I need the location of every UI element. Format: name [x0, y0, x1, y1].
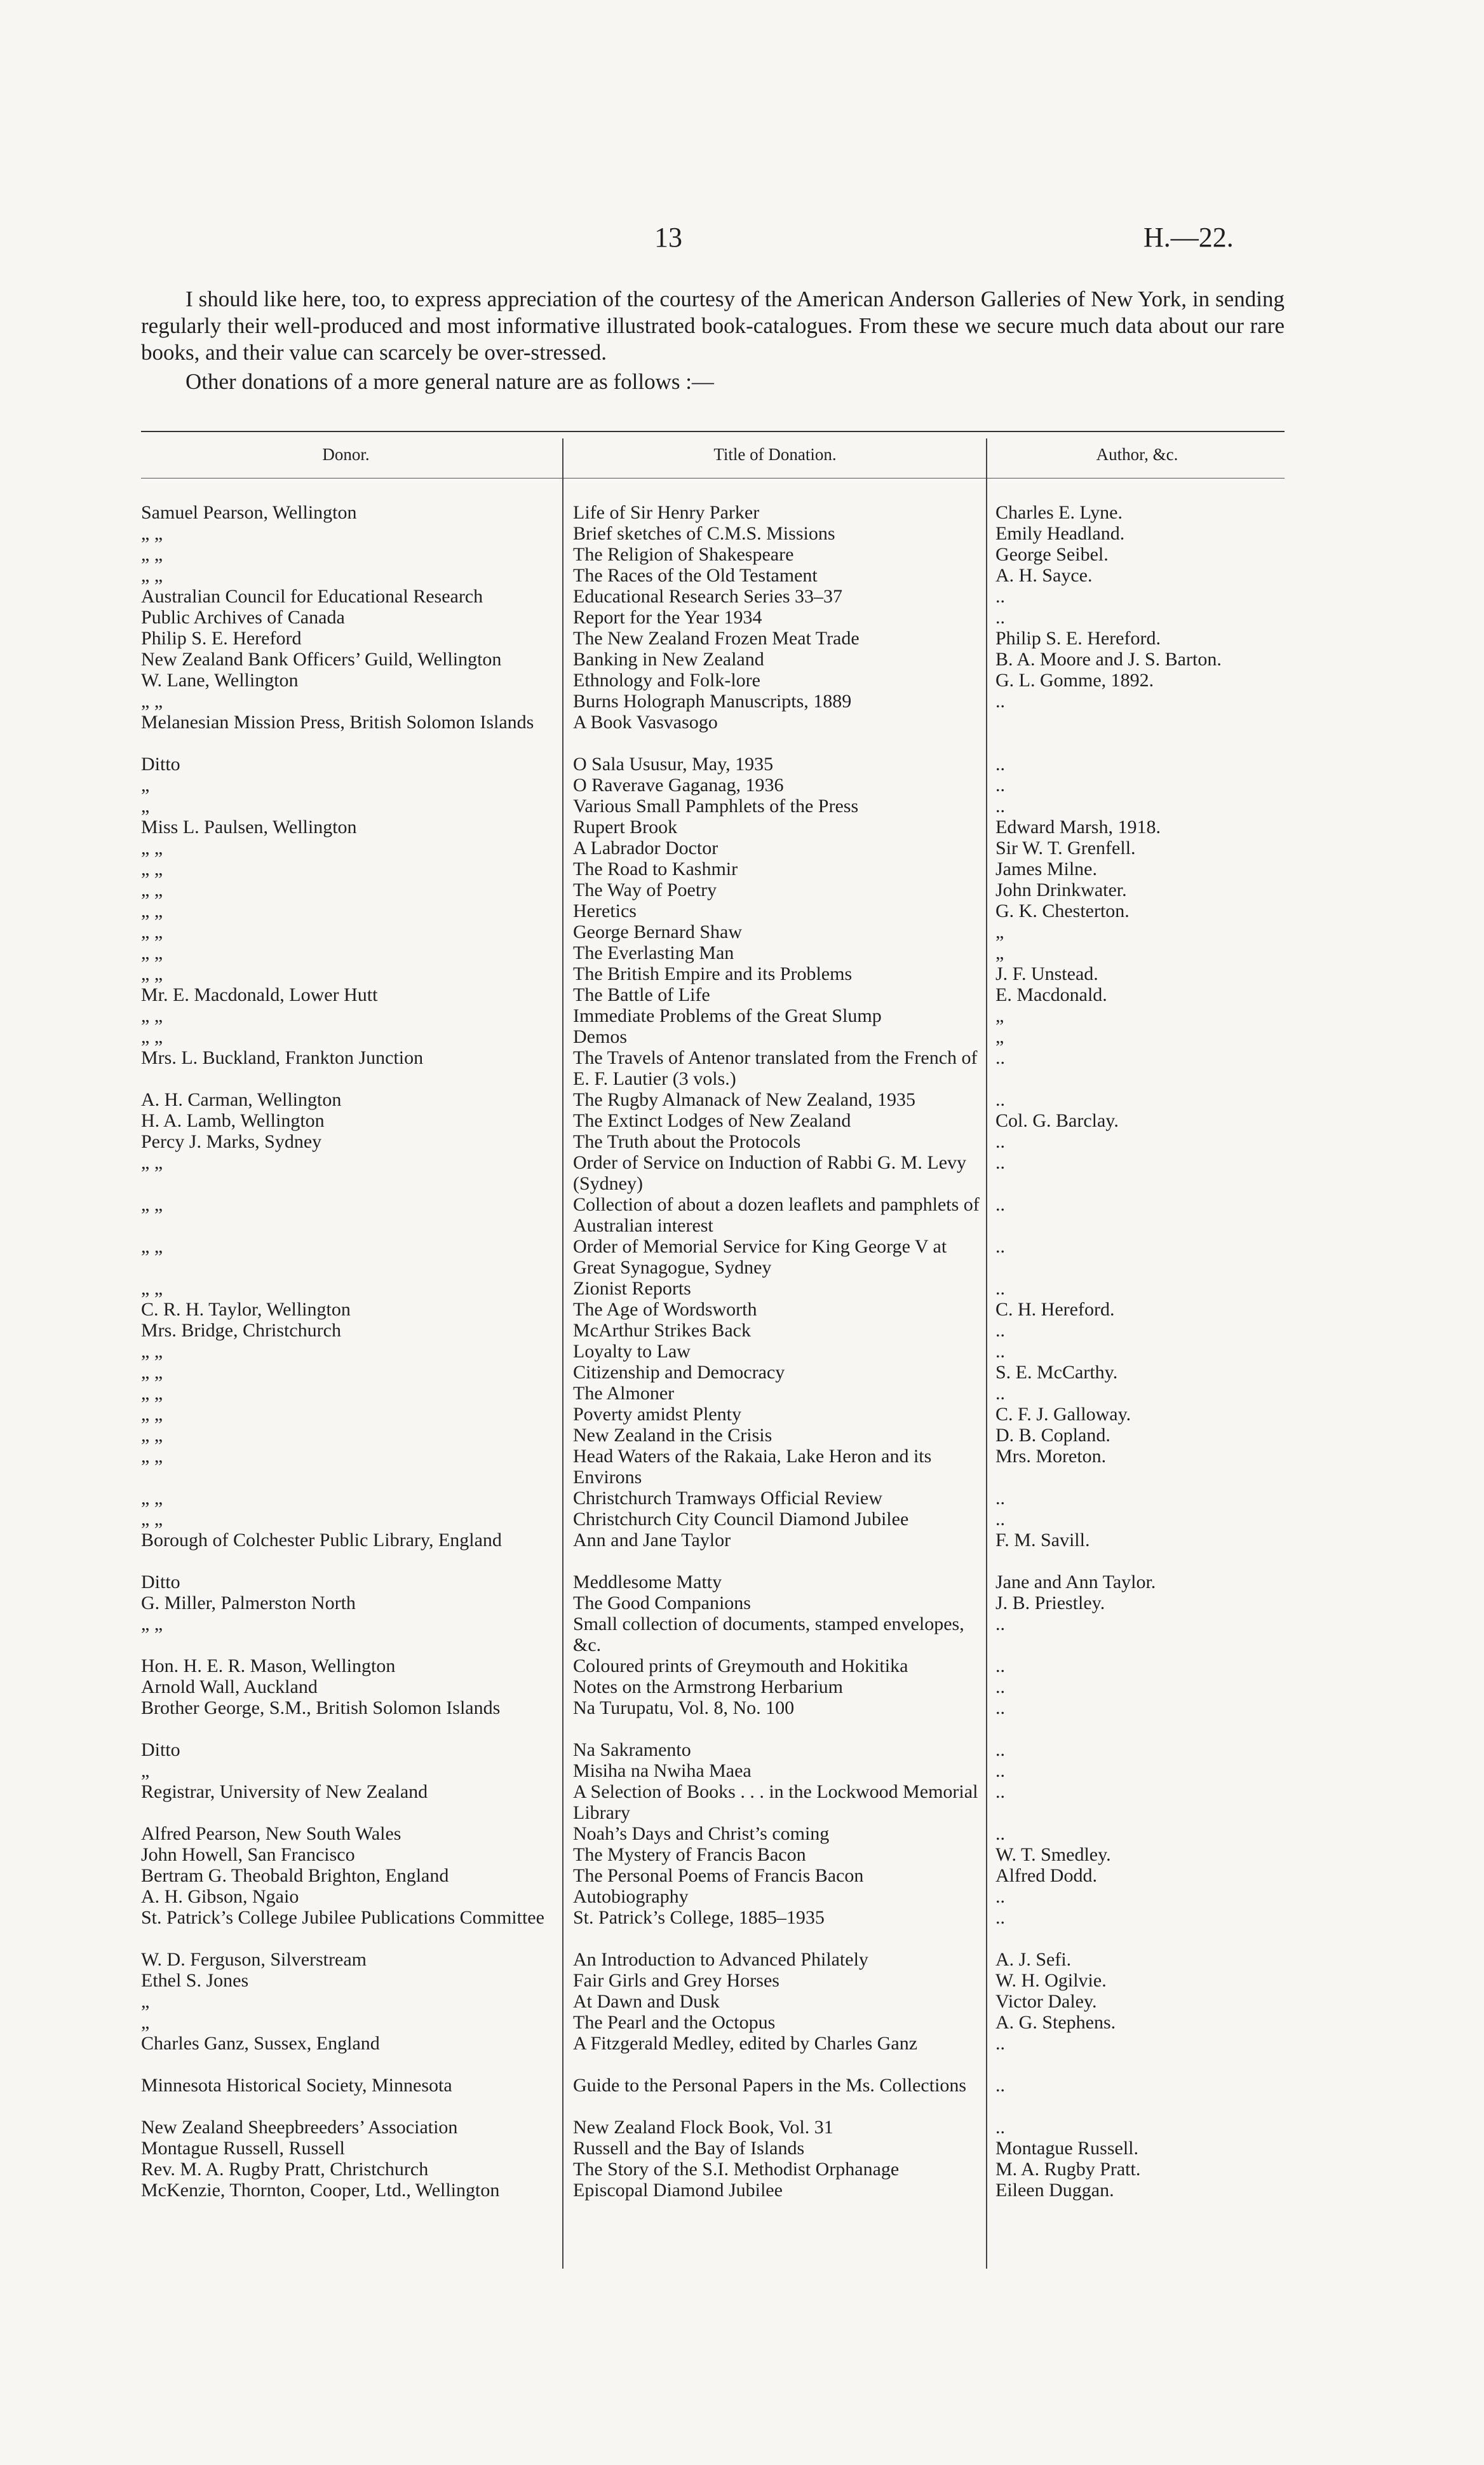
table-row: [141, 838, 1285, 859]
table-row: [141, 1886, 1285, 1907]
title-cell: Na Sakramento: [573, 1739, 691, 1760]
title-cell: The Truth about the Protocols: [573, 1131, 801, 1152]
donor-cell: Brother George, S.M., British Solomon Islands: [141, 1697, 501, 1718]
title-cell: A Fitzgerald Medley, edited by Charles Ganz: [573, 2033, 918, 2054]
author-cell: C. F. J. Galloway.: [995, 1404, 1131, 1425]
author-cell: W. T. Smedley.: [995, 1844, 1111, 1865]
table-row: [141, 1425, 1285, 1446]
author-cell: ..: [995, 775, 1005, 796]
author-cell: „: [995, 1026, 1004, 1047]
author-cell: G. K. Chesterton.: [995, 900, 1130, 921]
table-row: [141, 1152, 1285, 1194]
donor-cell: C. R. H. Taylor, Wellington: [141, 1299, 351, 1320]
table-row: [141, 1194, 1285, 1236]
author-cell: ..: [995, 1278, 1005, 1299]
author-cell: ..: [995, 1152, 1005, 1173]
donor-cell: Mrs. Bridge, Christchurch: [141, 1320, 341, 1341]
author-cell: ..: [995, 586, 1005, 607]
author-cell: „: [995, 1005, 1004, 1026]
intro-paragraph: Other donations of a more general nature are as follows :—: [186, 369, 714, 394]
table-row: [141, 921, 1285, 942]
title-cell: A Selection of Books . . . in the Lockwood Memorial Library: [573, 1781, 978, 1823]
author-cell: ..: [995, 691, 1005, 712]
donor-cell: W. D. Ferguson, Silverstream: [141, 1949, 367, 1970]
donor-cell: „ „: [141, 1613, 163, 1634]
donor-cell: „ „: [141, 1383, 163, 1404]
table-row: [141, 1697, 1285, 1739]
title-cell: Ann and Jane Taylor: [573, 1530, 731, 1551]
title-cell: St. Patrick’s College, 1885–1935: [573, 1907, 825, 1928]
table-row: [141, 817, 1285, 838]
table-row: [141, 1907, 1285, 1949]
title-cell: Christchurch Tramways Official Review: [573, 1488, 882, 1509]
column-header-donor: Donor.: [322, 445, 370, 464]
author-cell: Eileen Duggan.: [995, 2180, 1114, 2201]
title-cell: Episcopal Diamond Jubilee: [573, 2180, 783, 2201]
donor-cell: „ „: [141, 879, 163, 900]
table-row: [141, 1236, 1285, 1278]
title-cell: Banking in New Zealand: [573, 649, 764, 670]
title-cell: Misiha na Nwiha Maea: [573, 1760, 752, 1781]
title-cell: Order of Service on Induction of Rabbi G. M. Levy (Sydney): [573, 1152, 967, 1194]
table-row: [141, 2117, 1285, 2138]
donor-cell: „: [141, 796, 150, 817]
table-row: [141, 984, 1285, 1005]
author-cell: ..: [995, 754, 1005, 775]
author-cell: ..: [995, 2033, 1005, 2054]
table-row: [141, 900, 1285, 921]
table-row: [141, 1530, 1285, 1572]
author-cell: ..: [995, 1907, 1005, 1928]
table-row: [141, 565, 1285, 586]
author-cell: ..: [995, 1320, 1005, 1341]
title-cell: Small collection of documents, stamped envelopes, &c.: [573, 1613, 964, 1655]
table-row: [141, 2075, 1285, 2117]
title-cell: Order of Memorial Service for King George V at Great Synagogue, Sydney: [573, 1236, 947, 1278]
donor-cell: Montague Russell, Russell: [141, 2138, 345, 2159]
table-row: [141, 1278, 1285, 1299]
donor-cell: G. Miller, Palmerston North: [141, 1592, 356, 1613]
table-row: [141, 1739, 1285, 1760]
author-cell: Emily Headland.: [995, 523, 1125, 544]
title-cell: Collection of about a dozen leaflets and pamphlets of Australian interest: [573, 1194, 980, 1236]
table-row: [141, 2012, 1285, 2033]
author-cell: ..: [995, 1047, 1005, 1068]
table-row: [141, 1949, 1285, 1970]
author-cell: G. L. Gomme, 1892.: [995, 670, 1154, 691]
table-row: [141, 1362, 1285, 1383]
title-cell: At Dawn and Dusk: [573, 1991, 720, 2012]
table-row: [141, 1676, 1285, 1697]
table-row: [141, 879, 1285, 900]
title-cell: Meddlesome Matty: [573, 1572, 722, 1592]
donor-cell: „ „: [141, 859, 163, 879]
author-cell: ..: [995, 1676, 1005, 1697]
title-cell: An Introduction to Advanced Philately: [573, 1949, 868, 1970]
table-row: [141, 502, 1285, 523]
title-cell: The Road to Kashmir: [573, 859, 738, 879]
donor-cell: John Howell, San Francisco: [141, 1844, 355, 1865]
title-cell: The Way of Poetry: [573, 879, 717, 900]
title-cell: The Extinct Lodges of New Zealand: [573, 1110, 851, 1131]
donor-cell: „ „: [141, 942, 163, 963]
title-cell: Educational Research Series 33–37: [573, 586, 843, 607]
author-cell: Montague Russell.: [995, 2138, 1138, 2159]
donor-cell: „ „: [141, 523, 163, 544]
donor-cell: Alfred Pearson, New South Wales: [141, 1823, 401, 1844]
table-row: [141, 649, 1285, 670]
table-row: [141, 1089, 1285, 1110]
author-cell: ..: [995, 1131, 1005, 1152]
donor-cell: „ „: [141, 900, 163, 921]
column-header-title: Title of Donation.: [713, 445, 837, 464]
title-cell: McArthur Strikes Back: [573, 1320, 751, 1341]
table-row: [141, 1592, 1285, 1613]
title-cell: Fair Girls and Grey Horses: [573, 1970, 779, 1991]
donor-cell: Philip S. E. Hereford: [141, 628, 302, 649]
title-cell: O Sala Ususur, May, 1935: [573, 754, 774, 775]
table-row: [141, 1655, 1285, 1676]
title-cell: Various Small Pamphlets of the Press: [573, 796, 859, 817]
title-cell: Head Waters of the Rakaia, Lake Heron and its Environs: [573, 1446, 932, 1488]
title-cell: Heretics: [573, 900, 637, 921]
donor-cell: Ditto: [141, 754, 180, 775]
title-cell: George Bernard Shaw: [573, 921, 743, 942]
title-cell: Noah’s Days and Christ’s coming: [573, 1823, 830, 1844]
author-cell: ..: [995, 1488, 1005, 1509]
donor-cell: „ „: [141, 1005, 163, 1026]
table-row: [141, 1131, 1285, 1152]
author-cell: J. B. Priestley.: [995, 1592, 1105, 1613]
donor-cell: „ „: [141, 1152, 163, 1173]
table-row: [141, 670, 1285, 691]
title-cell: The Travels of Antenor translated from the French of E. F. Lautier (3 vols.): [573, 1047, 978, 1089]
title-cell: The Religion of Shakespeare: [573, 544, 794, 565]
table-row: [141, 628, 1285, 649]
author-cell: ..: [995, 1655, 1005, 1676]
title-cell: Christchurch City Council Diamond Jubilee: [573, 1509, 909, 1530]
donor-cell: Arnold Wall, Auckland: [141, 1676, 318, 1697]
title-cell: The British Empire and its Problems: [573, 963, 853, 984]
title-cell: Coloured prints of Greymouth and Hokitika: [573, 1655, 908, 1676]
donor-cell: „: [141, 1760, 150, 1781]
table-row: [141, 1844, 1285, 1865]
donor-cell: A. H. Gibson, Ngaio: [141, 1886, 299, 1907]
table-row: [141, 607, 1285, 628]
donor-cell: „: [141, 2012, 150, 2033]
title-cell: O Raverave Gaganag, 1936: [573, 775, 784, 796]
author-cell: E. Macdonald.: [995, 984, 1107, 1005]
donor-cell: „ „: [141, 1509, 163, 1530]
author-cell: ..: [995, 1383, 1005, 1404]
title-cell: The New Zealand Frozen Meat Trade: [573, 628, 860, 649]
donor-cell: Borough of Colchester Public Library, England: [141, 1530, 502, 1551]
donor-cell: Registrar, University of New Zealand: [141, 1781, 428, 1802]
donor-cell: Charles Ganz, Sussex, England: [141, 2033, 380, 2054]
donor-cell: Minnesota Historical Society, Minnesota: [141, 2075, 452, 2096]
donor-cell: Australian Council for Educational Research: [141, 586, 483, 607]
author-cell: Jane and Ann Taylor.: [995, 1572, 1156, 1592]
title-cell: New Zealand Flock Book, Vol. 31: [573, 2117, 833, 2138]
title-cell: Loyalty to Law: [573, 1341, 691, 1362]
author-cell: A. H. Sayce.: [995, 565, 1093, 586]
donor-cell: „ „: [141, 1362, 163, 1383]
title-cell: Brief sketches of C.M.S. Missions: [573, 523, 835, 544]
donor-cell: Ethel S. Jones: [141, 1970, 249, 1991]
author-cell: D. B. Copland.: [995, 1425, 1110, 1446]
table-row: [141, 1865, 1285, 1886]
donor-cell: „ „: [141, 838, 163, 859]
author-cell: ..: [995, 1509, 1005, 1530]
title-cell: Zionist Reports: [573, 1278, 691, 1299]
table-row: [141, 1760, 1285, 1781]
table-row: [141, 586, 1285, 607]
author-cell: Philip S. E. Hereford.: [995, 628, 1161, 649]
table-row: [141, 1341, 1285, 1362]
donor-cell: „ „: [141, 1026, 163, 1047]
table-row: [141, 544, 1285, 565]
title-cell: Immediate Problems of the Great Slump: [573, 1005, 882, 1026]
author-cell: ..: [995, 1823, 1005, 1844]
title-cell: The Mystery of Francis Bacon: [573, 1844, 806, 1865]
title-cell: The Rugby Almanack of New Zealand, 1935: [573, 1089, 916, 1110]
title-cell: The Personal Poems of Francis Bacon: [573, 1865, 864, 1886]
table-row: [141, 963, 1285, 984]
author-cell: ..: [995, 1613, 1005, 1634]
author-cell: George Seibel.: [995, 544, 1109, 565]
donor-cell: Ditto: [141, 1572, 180, 1592]
author-cell: M. A. Rugby Pratt.: [995, 2159, 1141, 2180]
table-row: [141, 796, 1285, 817]
author-cell: ..: [995, 1089, 1005, 1110]
author-cell: Mrs. Moreton.: [995, 1446, 1107, 1467]
table-row: [141, 1404, 1285, 1425]
title-cell: The Battle of Life: [573, 984, 710, 1005]
table-row: [141, 1047, 1285, 1089]
table-row: [141, 1026, 1285, 1047]
author-cell: W. H. Ogilvie.: [995, 1970, 1107, 1991]
author-cell: S. E. McCarthy.: [995, 1362, 1118, 1383]
author-cell: ..: [995, 2075, 1005, 2096]
table-row: [141, 2159, 1285, 2180]
donor-cell: „ „: [141, 1425, 163, 1446]
table-row: [141, 1572, 1285, 1592]
donor-cell: „ „: [141, 1194, 163, 1215]
title-cell: Report for the Year 1934: [573, 607, 762, 628]
author-cell: A. G. Stephens.: [995, 2012, 1116, 2033]
donor-cell: „ „: [141, 565, 163, 586]
author-cell: ..: [995, 607, 1005, 628]
donor-cell: New Zealand Bank Officers’ Guild, Wellington: [141, 649, 502, 670]
title-cell: Burns Holograph Manuscripts, 1889: [573, 691, 852, 712]
donor-cell: „ „: [141, 1488, 163, 1509]
table-top-rule: [141, 431, 1285, 432]
donor-cell: Ditto: [141, 1739, 180, 1760]
title-cell: New Zealand in the Crisis: [573, 1425, 772, 1446]
table-row: [141, 1613, 1285, 1655]
author-cell: ..: [995, 1341, 1005, 1362]
donor-cell: Mrs. L. Buckland, Frankton Junction: [141, 1047, 424, 1068]
table-row: [141, 942, 1285, 963]
author-cell: B. A. Moore and J. S. Barton.: [995, 649, 1222, 670]
donor-cell: „ „: [141, 1236, 163, 1257]
donor-cell: „: [141, 1991, 150, 2012]
donor-cell: „ „: [141, 1446, 163, 1467]
author-cell: ..: [995, 1739, 1005, 1760]
document-code: H.—22.: [1143, 222, 1234, 253]
author-cell: ..: [995, 796, 1005, 817]
author-cell: F. M. Savill.: [995, 1530, 1090, 1551]
table-row: [141, 1781, 1285, 1823]
table-row: [141, 1509, 1285, 1530]
table-row: [141, 1110, 1285, 1131]
table-row: [141, 1320, 1285, 1341]
author-cell: C. H. Hereford.: [995, 1299, 1115, 1320]
donor-cell: „: [141, 775, 150, 796]
table-row: [141, 1446, 1285, 1488]
intro-text: [141, 286, 1285, 395]
title-cell: Na Turupatu, Vol. 8, No. 100: [573, 1697, 795, 1718]
donor-cell: „ „: [141, 544, 163, 565]
donor-cell: „ „: [141, 963, 163, 984]
column-header-author: Author, &c.: [1096, 445, 1178, 464]
table-row: [141, 523, 1285, 544]
donor-cell: New Zealand Sheepbreeders’ Association: [141, 2117, 458, 2138]
author-cell: ..: [995, 1886, 1005, 1907]
table-row: [141, 1383, 1285, 1404]
donor-cell: „ „: [141, 691, 163, 712]
donor-cell: „ „: [141, 1404, 163, 1425]
author-cell: Charles E. Lyne.: [995, 502, 1123, 523]
title-cell: The Age of Wordsworth: [573, 1299, 757, 1320]
donor-cell: Hon. H. E. R. Mason, Wellington: [141, 1655, 396, 1676]
table-row: [141, 1991, 1285, 2012]
title-cell: The Pearl and the Octopus: [573, 2012, 776, 2033]
title-cell: Ethnology and Folk-lore: [573, 670, 760, 691]
donor-cell: W. Lane, Wellington: [141, 670, 299, 691]
donations-table: [141, 502, 1285, 2201]
table-row: [141, 1488, 1285, 1509]
title-cell: Autobiography: [573, 1886, 689, 1907]
author-cell: A. J. Sefi.: [995, 1949, 1072, 1970]
donor-cell: Samuel Pearson, Wellington: [141, 502, 357, 523]
author-cell: Victor Daley.: [995, 1991, 1097, 2012]
author-cell: Alfred Dodd.: [995, 1865, 1097, 1886]
donor-cell: Public Archives of Canada: [141, 607, 345, 628]
table-row: [141, 712, 1285, 754]
author-cell: Sir W. T. Grenfell.: [995, 838, 1136, 859]
title-cell: Rupert Brook: [573, 817, 678, 838]
title-cell: A Book Vasvasogo: [573, 712, 718, 733]
donor-cell: „ „: [141, 921, 163, 942]
author-cell: J. F. Unstead.: [995, 963, 1098, 984]
title-cell: Poverty amidst Plenty: [573, 1404, 741, 1425]
title-cell: A Labrador Doctor: [573, 838, 718, 859]
table-row: [141, 2033, 1285, 2075]
table-row: [141, 754, 1285, 775]
table-row: [141, 1970, 1285, 1991]
page-number: 13: [654, 222, 682, 253]
author-cell: ..: [995, 1760, 1005, 1781]
title-cell: Citizenship and Democracy: [573, 1362, 785, 1383]
donor-cell: „ „: [141, 1278, 163, 1299]
donor-cell: H. A. Lamb, Wellington: [141, 1110, 325, 1131]
author-cell: ..: [995, 1697, 1005, 1718]
author-cell: John Drinkwater.: [995, 879, 1127, 900]
author-cell: ..: [995, 1781, 1005, 1802]
donor-cell: Rev. M. A. Rugby Pratt, Christchurch: [141, 2159, 429, 2180]
title-cell: The Almoner: [573, 1383, 675, 1404]
donor-cell: Miss L. Paulsen, Wellington: [141, 817, 357, 838]
title-cell: Guide to the Personal Papers in the Ms. Collections: [573, 2075, 967, 2096]
intro-paragraph: I should like here, too, to express appreciation of the courtesy of the American Anderson Galleries of New York, in sending regularly their well-produced and most informative illustrated book-catalogues. From these we secure much data about our rare books, and their value can scarcely be over-stressed.: [141, 287, 1285, 365]
author-cell: Col. G. Barclay.: [995, 1110, 1119, 1131]
title-cell: Demos: [573, 1026, 627, 1047]
donor-cell: Percy J. Marks, Sydney: [141, 1131, 322, 1152]
header-rule: [141, 478, 1285, 479]
author-cell: James Milne.: [995, 859, 1097, 879]
donor-cell: Bertram G. Theobald Brighton, England: [141, 1865, 449, 1886]
title-cell: Russell and the Bay of Islands: [573, 2138, 805, 2159]
table-row: [141, 775, 1285, 796]
page-header: [0, 221, 1484, 259]
title-cell: Life of Sir Henry Parker: [573, 502, 760, 523]
author-cell: „: [995, 921, 1004, 942]
title-cell: The Races of the Old Testament: [573, 565, 818, 586]
table-row: [141, 1005, 1285, 1026]
donor-cell: Melanesian Mission Press, British Solomon Islands: [141, 712, 534, 733]
table-row: [141, 2180, 1285, 2201]
title-cell: The Good Companions: [573, 1592, 751, 1613]
author-cell: „: [995, 942, 1004, 963]
author-cell: ..: [995, 2117, 1005, 2138]
table-row: [141, 1299, 1285, 1320]
title-cell: The Story of the S.I. Methodist Orphanage: [573, 2159, 900, 2180]
table-row: [141, 2138, 1285, 2159]
author-cell: ..: [995, 1194, 1005, 1215]
donor-cell: „ „: [141, 1341, 163, 1362]
donor-cell: Mr. E. Macdonald, Lower Hutt: [141, 984, 378, 1005]
table-row: [141, 859, 1285, 879]
donor-cell: A. H. Carman, Wellington: [141, 1089, 342, 1110]
title-cell: Notes on the Armstrong Herbarium: [573, 1676, 843, 1697]
author-cell: Edward Marsh, 1918.: [995, 817, 1161, 838]
author-cell: ..: [995, 1236, 1005, 1257]
title-cell: The Everlasting Man: [573, 942, 734, 963]
donor-cell: McKenzie, Thornton, Cooper, Ltd., Wellington: [141, 2180, 500, 2201]
table-row: [141, 1823, 1285, 1844]
table-row: [141, 691, 1285, 712]
donor-cell: St. Patrick’s College Jubilee Publications Committee: [141, 1907, 544, 1928]
